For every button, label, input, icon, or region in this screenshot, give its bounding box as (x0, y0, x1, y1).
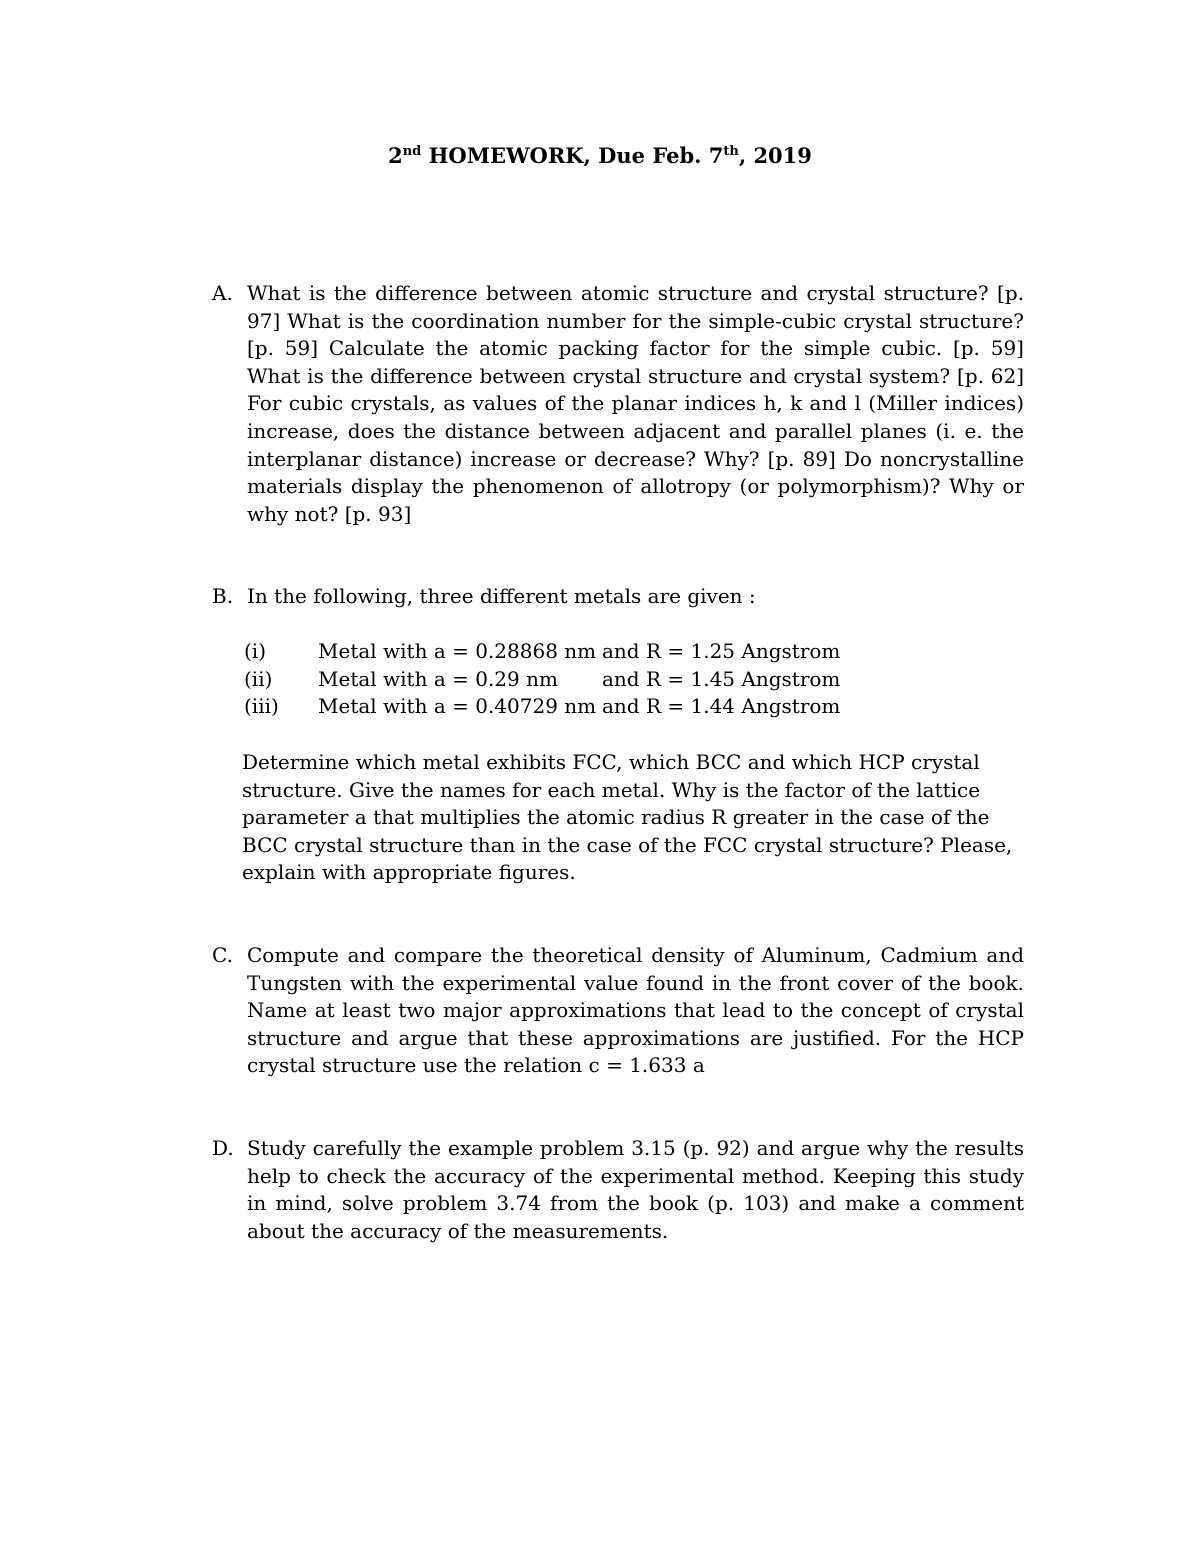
metal-roman: (i) (244, 639, 267, 663)
metal-lattice: Metal with a = 0.40729 nm (318, 694, 597, 719)
question-c (212, 942, 1024, 1080)
question-b-text: In the following, three different metals are given : (247, 584, 756, 608)
metal-row (244, 666, 944, 694)
metal-radius: and R = 1.25 Angstrom (602, 639, 841, 663)
metal-radius: and R = 1.45 Angstrom (602, 666, 841, 691)
metal-row (244, 693, 944, 721)
question-d-text: Study carefully the example problem 3.15 (p. 92) and argue why the results help to check the accuracy of the experimental method. Keeping this study in mind, solve problem 3.74 from the book (p. 103) and make a comment about the accuracy of the measurements. (247, 1136, 1024, 1243)
question-c-text: Compute and compare the theoretical density of Aluminum, Cadmium and Tungsten with the experimental value found in the front cover of the book. Name at least two major approximations that lead to the concept of crystal structure and argue that these approximations are justified. For the HCP crystal structure use the relation c = 1.633 a (247, 943, 1024, 1078)
title-middle-sup: th (723, 144, 739, 159)
metal-row (244, 638, 944, 666)
metal-radius: and R = 1.44 Angstrom (602, 694, 841, 719)
question-b-determine: Determine which metal exhibits FCC, which BCC and which HCP crystal structure. Give the names for each metal. Why is the factor of the lattice parameter a that multiplies the atomic radius R greater in the case of the BCC crystal structure than in the case of the FCC crystal structure? Please, explain with appropriate figures. (242, 750, 1013, 885)
question-c-label: C. (212, 943, 233, 967)
page-title (0, 140, 1200, 172)
question-a-label: A. (212, 281, 233, 305)
metal-roman: (ii) (244, 666, 273, 691)
question-b (212, 583, 1024, 611)
metal-list (244, 638, 944, 721)
metal-roman: (iii) (244, 694, 279, 719)
question-b-label: B. (212, 584, 234, 608)
title-prefix: 2 (388, 143, 403, 168)
title-prefix-sup: nd (402, 144, 422, 159)
question-a (212, 280, 1024, 528)
metal-lattice: Metal with a = 0.28868 nm (318, 639, 597, 663)
question-a-text: What is the difference between atomic structure and crystal structure? [p. 97] What is the coordination number for the simple-cubic crystal structure? [p. 59] Calculate the atomic packing factor for the simple cubic. [p. 59] What is the difference between crystal structure and crystal system? [p. 62] For cubic crystals, as values of the planar indices h, k and l (Miller indices) increase, does the distance between adjacent and parallel planes (i. e. the interplanar distance) increase or decrease? Why? [p. 89] Do noncrystalline materials display the phenomenon of allotropy (or polymorphism)? Why or why not? [p. 93] (247, 281, 1024, 526)
question-d-label: D. (212, 1136, 234, 1160)
title-middle: HOMEWORK, Due Feb. 7 (421, 143, 724, 168)
question-d (212, 1135, 1024, 1245)
metal-lattice: Metal with a = 0.29 nm (318, 666, 558, 691)
title-suffix: , 2019 (738, 143, 812, 168)
